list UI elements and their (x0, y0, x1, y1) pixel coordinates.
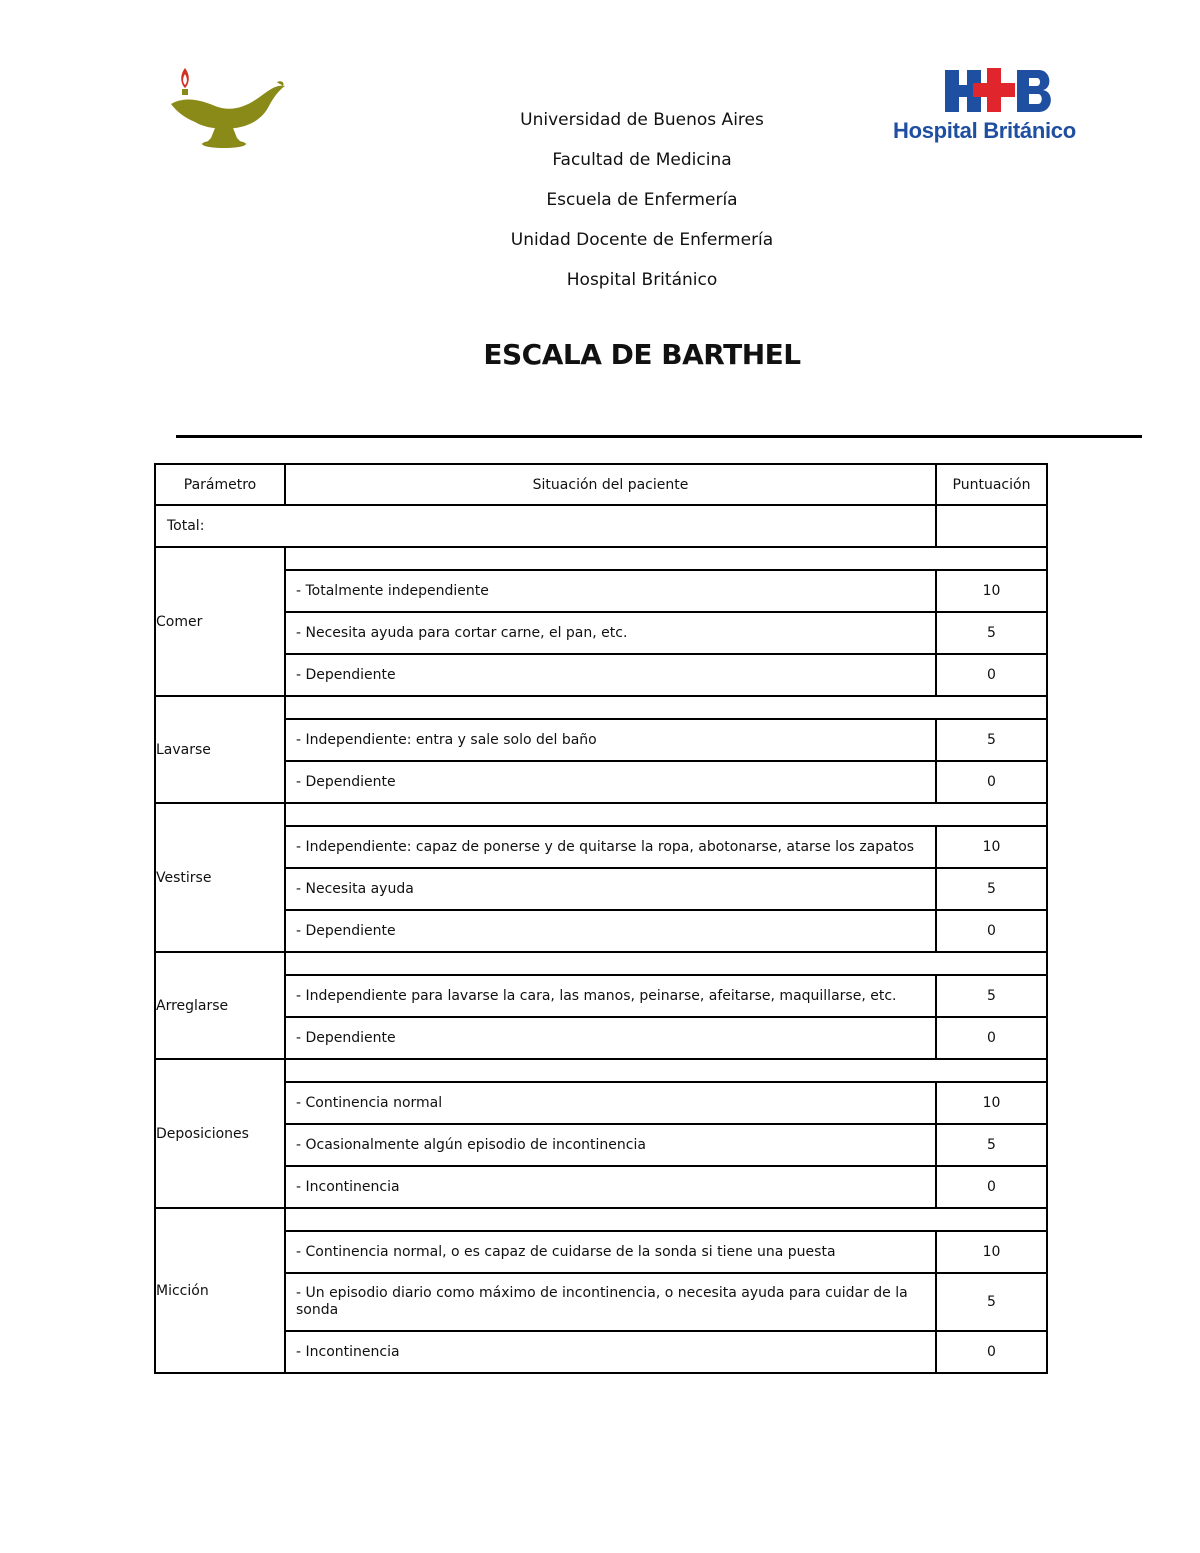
table-row (155, 1124, 1047, 1166)
option-text: - Totalmente independiente (285, 570, 936, 612)
table-row (155, 1273, 1047, 1331)
nursing-lamp-logo (165, 62, 290, 152)
group-spacer-row (155, 1208, 1047, 1231)
option-text: - Incontinencia (285, 1166, 936, 1208)
param-miccion: Micción (155, 1208, 285, 1373)
group-spacer-row (155, 547, 1047, 570)
param-arreglarse: Arreglarse (155, 952, 285, 1059)
table-row (155, 1231, 1047, 1273)
university-name: Universidad de Buenos Aires (520, 110, 764, 130)
option-score: 5 (936, 1273, 1047, 1331)
option-score: 5 (936, 1124, 1047, 1166)
table-row (155, 975, 1047, 1017)
option-score: 0 (936, 654, 1047, 696)
table-row (155, 1331, 1047, 1373)
table-row (155, 910, 1047, 952)
option-text: - Continencia normal (285, 1082, 936, 1124)
faculty-name: Facultad de Medicina (552, 150, 732, 170)
hb-mark-icon (943, 66, 1055, 114)
option-text: - Dependiente (285, 910, 936, 952)
table-row (155, 654, 1047, 696)
group-spacer-row (155, 803, 1047, 826)
table-row (155, 761, 1047, 803)
option-text: - Dependiente (285, 1017, 936, 1059)
table-row (155, 719, 1047, 761)
option-score: 10 (936, 1082, 1047, 1124)
option-text: - Independiente para lavarse la cara, las manos, peinarse, afeitarse, maquillarse, etc. (285, 975, 936, 1017)
total-score-cell[interactable] (936, 505, 1047, 547)
param-comer: Comer (155, 547, 285, 696)
school-name: Escuela de Enfermería (546, 190, 738, 210)
option-text: - Incontinencia (285, 1331, 936, 1373)
table-header-row (155, 464, 1047, 505)
option-text: - Dependiente (285, 761, 936, 803)
option-score: 5 (936, 719, 1047, 761)
header-situation: Situación del paciente (285, 464, 936, 505)
option-score: 0 (936, 1331, 1047, 1373)
option-text: - Necesita ayuda (285, 868, 936, 910)
option-score: 5 (936, 868, 1047, 910)
option-score: 10 (936, 1231, 1047, 1273)
hospital-name: Hospital Británico (566, 270, 718, 290)
option-text: - Necesita ayuda para cortar carne, el pan, etc. (285, 612, 936, 654)
total-label: Total: (155, 505, 936, 547)
hospital-britanico-logo (893, 66, 1108, 150)
divider (176, 435, 1142, 438)
option-score: 0 (936, 1166, 1047, 1208)
table-row (155, 868, 1047, 910)
unit-name: Unidad Docente de Enfermería (510, 230, 774, 250)
option-text: - Independiente: entra y sale solo del baño (285, 719, 936, 761)
option-score: 10 (936, 826, 1047, 868)
option-text: - Un episodio diario como máximo de incontinencia, o necesita ayuda para cuidar de la sonda (296, 1285, 908, 1318)
table-row (155, 826, 1047, 868)
option-text: - Independiente: capaz de ponerse y de quitarse la ropa, abotonarse, atarse los zapatos (285, 826, 936, 868)
institution-header (420, 108, 864, 308)
option-score: 10 (936, 570, 1047, 612)
table-row (155, 1082, 1047, 1124)
option-score: 0 (936, 910, 1047, 952)
option-text: - Ocasionalmente algún episodio de incontinencia (285, 1124, 936, 1166)
option-score: 5 (936, 975, 1047, 1017)
param-deposiciones: Deposiciones (155, 1059, 285, 1208)
group-spacer-row (155, 1059, 1047, 1082)
option-text: - Dependiente (285, 654, 936, 696)
header-score: Puntuación (936, 464, 1047, 505)
option-score: 5 (936, 612, 1047, 654)
param-lavarse: Lavarse (155, 696, 285, 803)
total-row (155, 505, 1047, 547)
table-row (155, 1166, 1047, 1208)
page-title: ESCALA DE BARTHEL (483, 338, 801, 371)
option-score: 0 (936, 1017, 1047, 1059)
group-spacer-row (155, 952, 1047, 975)
option-score: 0 (936, 761, 1047, 803)
param-vestirse: Vestirse (155, 803, 285, 952)
nursing-lamp-icon (165, 62, 290, 152)
table-row (155, 1017, 1047, 1059)
hospital-name-logo-text: Hospital Británico (893, 118, 1076, 143)
table-row (155, 570, 1047, 612)
header-param: Parámetro (155, 464, 285, 505)
option-text: - Continencia normal, o es capaz de cuidarse de la sonda si tiene una puesta (285, 1231, 936, 1273)
table-row (155, 612, 1047, 654)
group-spacer-row (155, 696, 1047, 719)
barthel-scale-table (154, 463, 1048, 1374)
